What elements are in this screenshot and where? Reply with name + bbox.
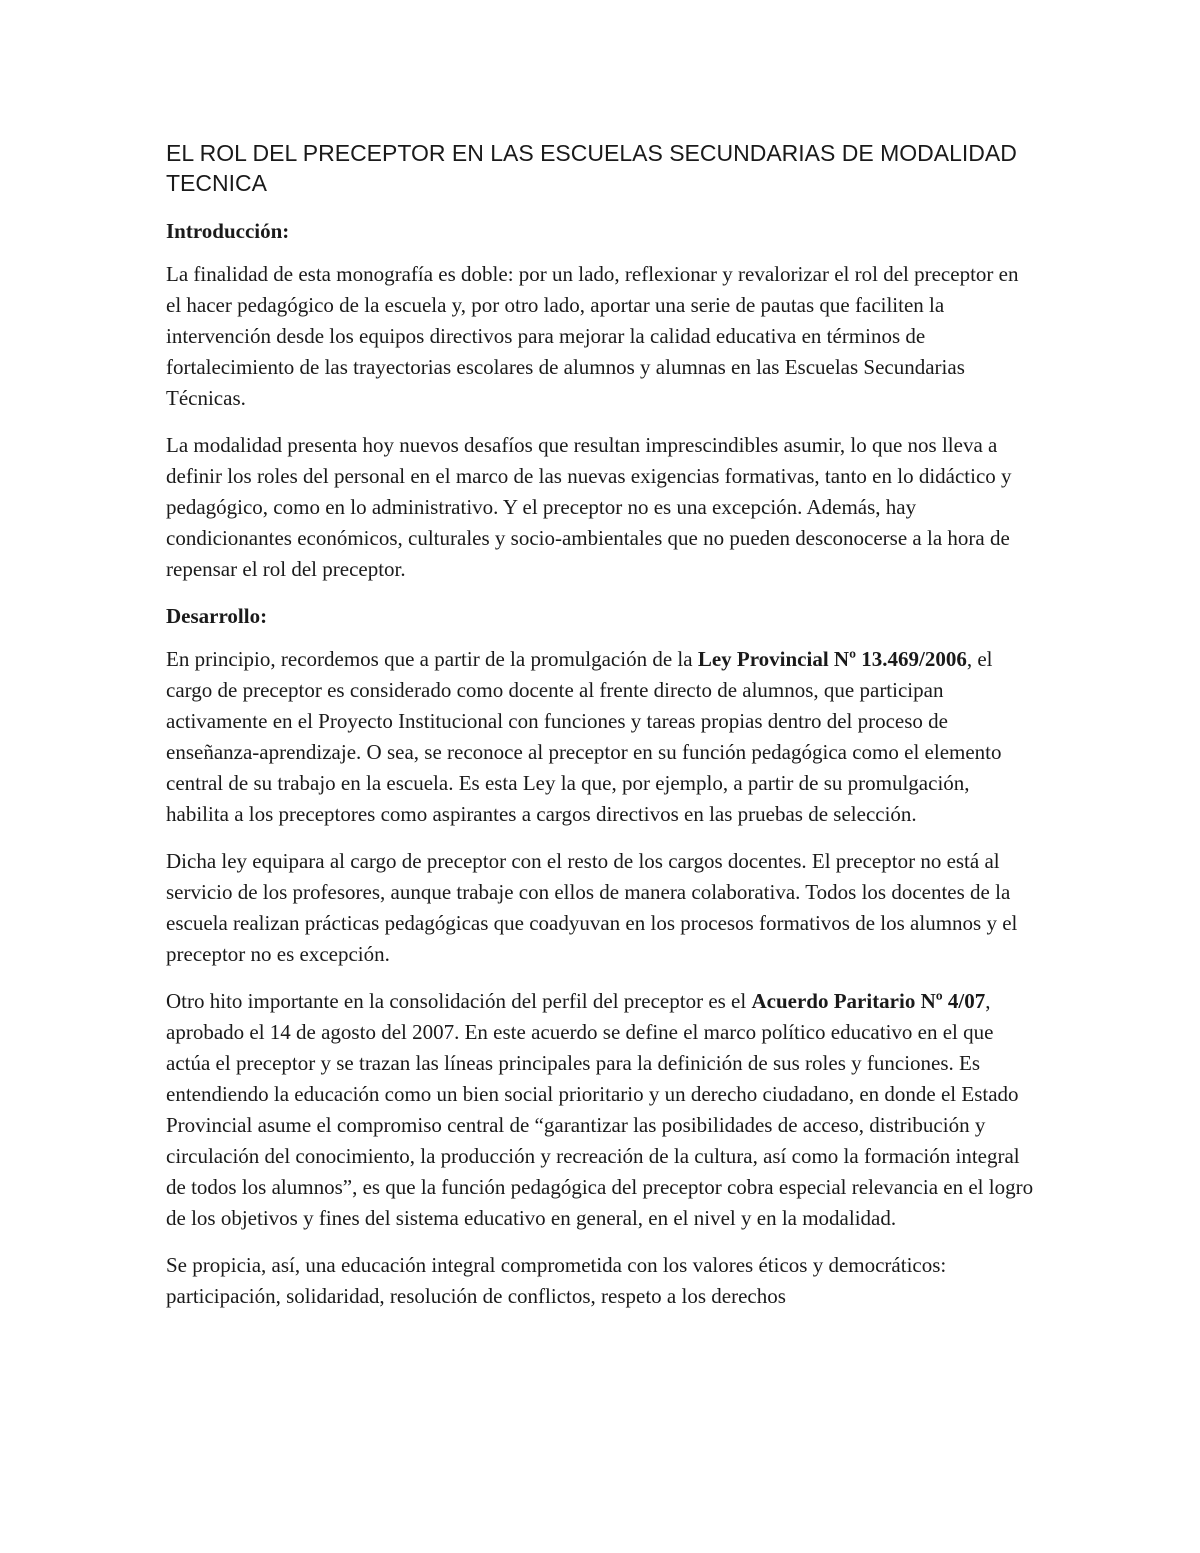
paragraph: Dicha ley equipara al cargo de preceptor con el resto de los cargos docentes. El preceptor no está al servicio de los profesores, aunque trabaje con ellos de manera colaborativa. Todos los docentes de la escuela realizan prácticas pedagógicas que coadyuvan en los procesos formativos de los alumnos y el preceptor no es excepción.	[166, 849, 1018, 966]
paragraph-text: En principio, recordemos que a partir de la promulgación de la	[166, 647, 698, 671]
introduction-heading: Introducción:	[166, 219, 290, 243]
law-reference: Ley Provincial Nº 13.469/2006	[697, 647, 967, 671]
paragraph	[166, 644, 1036, 830]
paragraph	[166, 986, 1036, 1234]
document-title: EL ROL DEL PRECEPTOR EN LAS ESCUELAS SECUNDARIAS DE MODALIDAD TECNICA	[166, 140, 1017, 196]
paragraph: La modalidad presenta hoy nuevos desafíos que resultan imprescindibles asumir, lo que nos lleva a definir los roles del personal en el marco de las nuevas exigencias formativas, tanto en lo didáctico y pedagógico, como en lo administrativo. Y el preceptor no es una excepción. Además, hay condicionantes económicos, culturales y socio-ambientales que no pueden desconocerse a la hora de repensar el rol del preceptor.	[166, 433, 1012, 581]
paragraph-text: , el cargo de preceptor es considerado como docente al frente directo de alumnos, que participan activamente en el Proyecto Institucional con funciones y tareas propias dentro del proceso de enseñanza-aprendizaje. O sea, se reconoce al preceptor en su función pedagógica como el elemento central de su trabajo en la escuela. Es esta Ley la que, por ejemplo, a partir de su promulgación, habilita a los preceptores como aspirantes a cargos directivos en las pruebas de selección.	[166, 647, 1002, 826]
development-heading: Desarrollo:	[166, 604, 268, 628]
paragraph: Se propicia, así, una educación integral comprometida con los valores éticos y democráticos: participación, solidaridad, resolución de conflictos, respeto a los derechos	[166, 1253, 947, 1308]
paragraph-text: , aprobado el 14 de agosto del 2007. En este acuerdo se define el marco político educativo en el que actúa el preceptor y se trazan las líneas principales para la definición de sus roles y funciones. Es entendiendo la educación como un bien social prioritario y un derecho ciudadano, en donde el Estado Provincial asume el compromiso central de “garantizar las posibilidades de acceso, distribución y circulación del conocimiento, la producción y recreación de la cultura, así como la formación integral de todos los alumnos”, es que la función pedagógica del preceptor cobra especial relevancia en el logro de los objetivos y fines del sistema educativo en general, en el nivel y en la modalidad.	[166, 989, 1034, 1230]
agreement-reference: Acuerdo Paritario Nº 4/07	[751, 989, 986, 1013]
document-body	[166, 138, 1036, 1328]
paragraph-text: Otro hito importante en la consolidación del perfil del preceptor es el	[166, 989, 752, 1013]
paragraph: La finalidad de esta monografía es doble: por un lado, reflexionar y revalorizar el rol del preceptor en el hacer pedagógico de la escuela y, por otro lado, aportar una serie de pautas que faciliten la intervención desde los equipos directivos para mejorar la calidad educativa en términos de fortalecimiento de las trayectorias escolares de alumnos y alumnas en las Escuelas Secundarias Técnicas.	[166, 262, 1019, 410]
